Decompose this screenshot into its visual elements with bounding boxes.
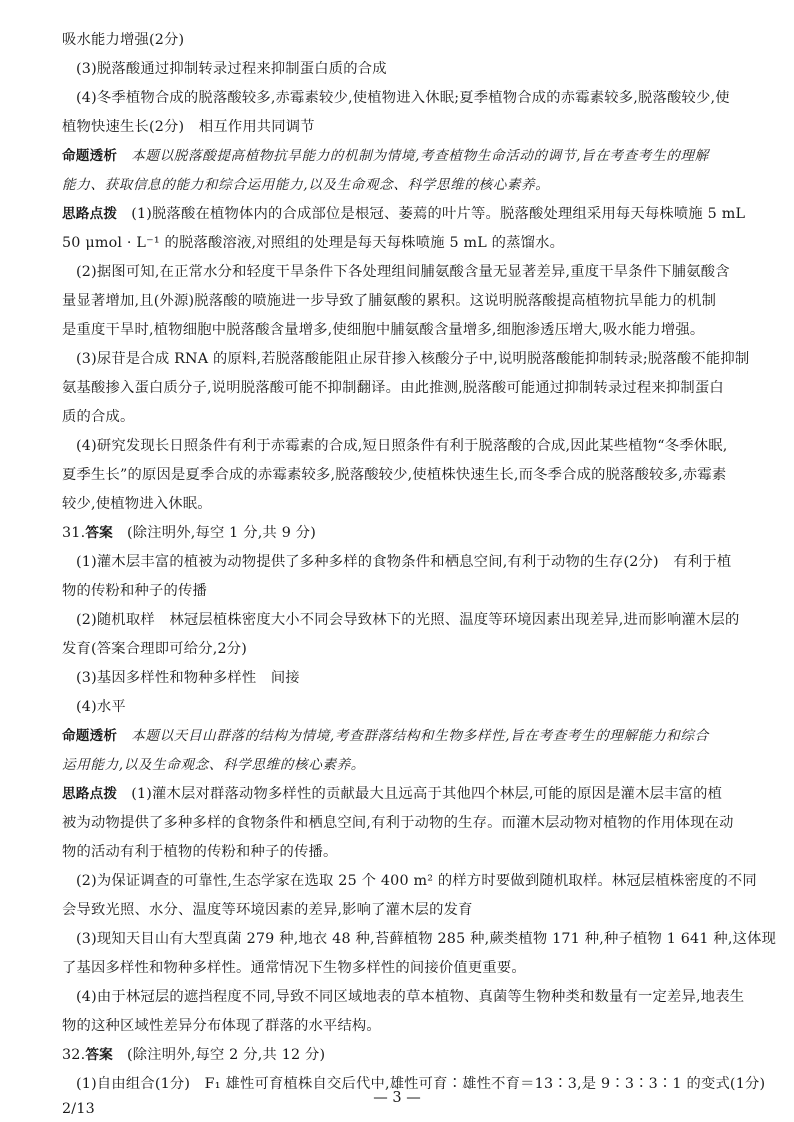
text-line: (4)冬季植物合成的脱落酸较多,赤霉素较少,使植物进入休眠;夏季植物合成的赤霉素较多,脱落酸较少,使 xyxy=(76,90,730,106)
question-number: 32. xyxy=(62,1047,86,1063)
silu-label: 思路点拨 xyxy=(62,786,118,802)
text-line: (1)灌木层丰富的植被为动物提供了多种多样的食物条件和栖息空间,有利于动物的生存(2分) 有利于植 xyxy=(76,554,732,570)
mingti-line xyxy=(62,726,709,746)
silu-label: 思路点拨 xyxy=(62,206,118,222)
text-line: 植物快速生长(2分) 相互作用共同调节 xyxy=(62,119,315,135)
text-line: 氨基酸掺入蛋白质分子,说明脱落酸可能不抑制翻译。由此推测,脱落酸可能通过抑制转录过程来抑制蛋白 xyxy=(62,380,724,396)
text-line: 量显著增加,且(外源)脱落酸的喷施进一步导致了脯氨酸的累积。这说明脱落酸提高植物抗旱能力的机制 xyxy=(62,293,717,309)
text-line: 吸水能力增强(2分) xyxy=(62,32,185,48)
text-line: (2)随机取样 林冠层植株密度大小不同会导致林下的光照、温度等环境因素出现差异,进而影响灌木层的 xyxy=(76,612,740,628)
text-line: 发育(答案合理即可给分,2分) xyxy=(62,641,248,657)
text-line: (4)由于林冠层的遮挡程度不同,导致不同区域地表的草本植物、真菌等生物种类和数量有一定差异,地表生 xyxy=(76,989,745,1005)
silu-line xyxy=(62,204,745,224)
text-line: 夏季生长”的原因是夏季合成的赤霉素较多,脱落酸较少,使植株快速生长,而冬季合成的脱落酸较多,赤霉素 xyxy=(62,467,727,483)
text-line: (3)尿苷是合成 RNA 的原料,若脱落酸能阻止尿苷掺入核酸分子中,说明脱落酸能抑制转录;脱落酸不能抑制 xyxy=(76,351,750,367)
question-number: 31. xyxy=(62,525,86,541)
text-line: 被为动物提供了多种多样的食物条件和栖息空间,有利于动物的生存。而灌木层动物对植物的作用体现在动 xyxy=(62,815,734,831)
page-number: — 3 — xyxy=(373,1090,421,1106)
text-line: (3)基因多样性和物种多样性 间接 xyxy=(76,670,300,686)
text-line: (4)水平 xyxy=(76,699,126,715)
text-line: 物的这种区域性差异分布体现了群落的水平结构。 xyxy=(62,1018,381,1034)
text-span: (1)脱落酸在植物体内的合成部位是根冠、萎蔫的叶片等。脱落酸处理组采用每天每株喷施 5 mL xyxy=(131,206,746,222)
text-span: 本题以脱落酸提高植物抗旱能力的机制为情境,考查植物生命活动的调节,旨在考查考生的理解 xyxy=(131,148,709,164)
text-span: 本题以天目山群落的结构为情境,考查群落结构和生物多样性,旨在考查考生的理解能力和综合 xyxy=(131,728,709,744)
text-line: 物的活动有利于植物的传粉和种子的传播。 xyxy=(62,844,338,860)
text-span: (除注明外,每空 2 分,共 12 分) xyxy=(126,1047,326,1063)
text-line: 物的传粉和种子的传播 xyxy=(62,583,207,599)
text-line: 会导致光照、水分、温度等环境因素的差异,影响了灌木层的发育 xyxy=(62,902,473,918)
text-line: (4)研究发现长日照条件有利于赤霉素的合成,短日照条件有利于脱落酸的合成,因此某些植物“冬季休眠, xyxy=(76,438,728,454)
text-line: 能力、获取信息的能力和综合运用能力,以及生命观念、科学思维的核心素养。 xyxy=(62,177,550,193)
text-line: 了基因多样性和物种多样性。通常情况下生物多样性的间接价值更重要。 xyxy=(62,960,526,976)
text-line: 质的合成。 xyxy=(62,409,135,425)
mingti-label: 命题透析 xyxy=(62,148,118,164)
text-line: 较少,使植物进入休眠。 xyxy=(62,496,212,512)
text-line: (2)据图可知,在正常水分和轻度干旱条件下各处理组间脯氨酸含量无显著差异,重度干旱条件下脯氨酸含 xyxy=(76,264,730,280)
answer-label: 答案 xyxy=(85,525,113,541)
q31-answer-line xyxy=(62,523,316,543)
text-line: 是重度干旱时,植物细胞中脱落酸含量增多,使细胞中脯氨酸含量增多,细胞渗透压增大,吸水能力增强。 xyxy=(62,322,705,338)
text-span: (1)灌木层对群落动物多样性的贡献最大且远高于其他四个林层,可能的原因是灌木层丰富的植 xyxy=(131,786,723,802)
text-line: (2)为保证调查的可靠性,生态学家在选取 25 个 400 m² 的样方时要做到随机取样。林冠层植株密度的不同 xyxy=(76,873,757,889)
q32-answer-line xyxy=(62,1045,325,1065)
page-fraction: 2/13 xyxy=(62,1101,95,1117)
mingti-line xyxy=(62,146,709,166)
text-line: 50 μmol · L⁻¹ 的脱落酸溶液,对照组的处理是每天每株喷施 5 mL 的蒸馏水。 xyxy=(62,235,565,251)
text-line: (1)自由组合(1分) F₁ 雄性可育植株自交后代中,雄性可育∶雄性不育＝13∶3,是 9∶3∶3∶1 的变式(1分) xyxy=(76,1076,766,1092)
mingti-label: 命题透析 xyxy=(62,728,118,744)
text-line: (3)现知天目山有大型真菌 279 种,地衣 48 种,苔藓植物 285 种,蕨类植物 171 种,种子植物 1 641 种,这体现 xyxy=(76,931,777,947)
answer-label: 答案 xyxy=(85,1047,113,1063)
text-span: (除注明外,每空 1 分,共 9 分) xyxy=(126,525,317,541)
silu-line xyxy=(62,784,722,804)
text-line: 运用能力,以及生命观念、科学思维的核心素养。 xyxy=(62,757,365,773)
text-line: (3)脱落酸通过抑制转录过程来抑制蛋白质的合成 xyxy=(76,61,387,77)
